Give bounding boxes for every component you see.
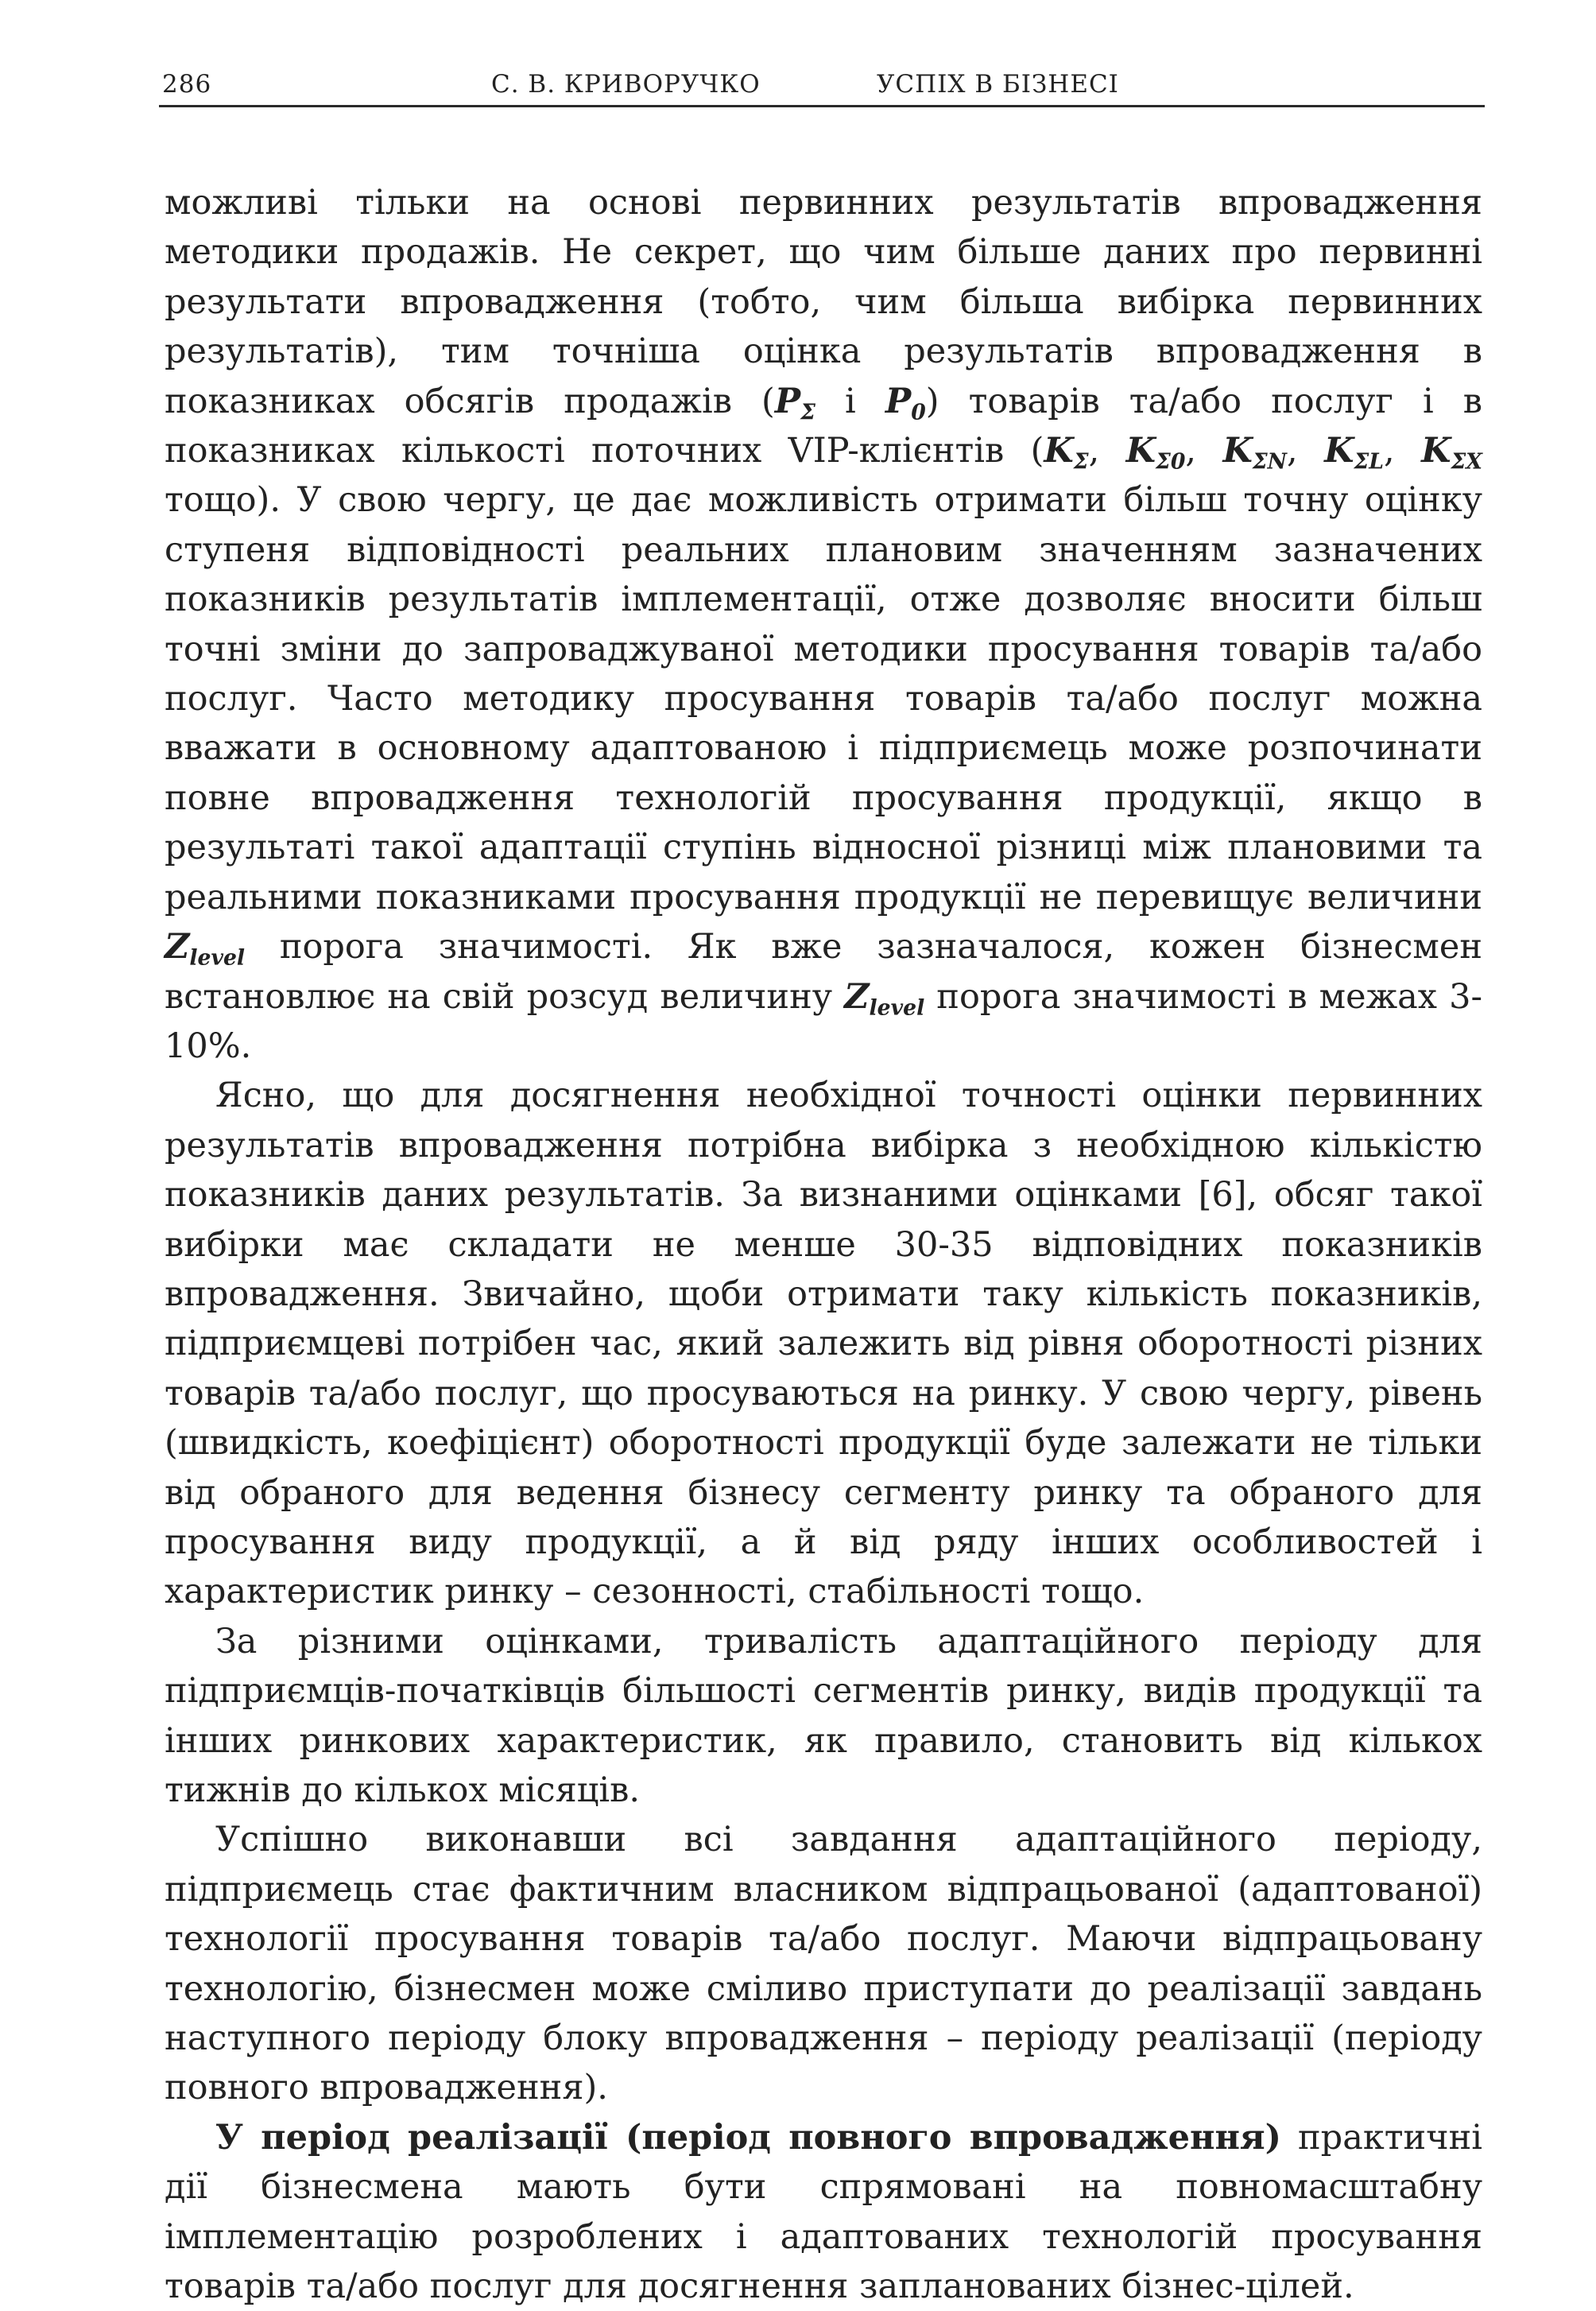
formula-k-sigma-n: [1222, 431, 1288, 475]
formula-base: P: [774, 381, 801, 421]
text-run: можливі тільки на основі первинних результатів впровадження методики продажів. Не секрет, що чим більше даних про первинні результати впровадження (тобто, чим більша вибірка первинних результатів), тим точніша оцінка результатів впровадження в показниках обсягів продажів (: [165, 183, 1482, 421]
text-run: ,: [1088, 431, 1126, 471]
formula-k-sigma: [1044, 431, 1089, 475]
formula-base: K: [1125, 431, 1156, 471]
formula-p-zero: [885, 381, 926, 425]
paragraph-4: Успішно виконавши всі завдання адаптаційного періоду, підприємець стає фактичним власником відпрацьованої (адаптованої) технології просування товарів та/або послуг. Маючи відпрацьовану технологію, бізнесмен може сміливо приступати до реалізації завдань наступного періоду блоку впровадження – періоду реалізації (періоду повного впровадження).: [165, 1820, 1482, 2108]
formula-subscript: ΣX: [1451, 449, 1482, 475]
formula-base: P: [885, 381, 912, 421]
formula-k-sigma-l: [1324, 431, 1385, 475]
formula-subscript: level: [189, 945, 246, 971]
text-run: ) товарів та/або послуг і в показниках кількості поточних VIP-клієнтів (: [165, 381, 1483, 471]
formula-subscript: Σ: [1073, 449, 1089, 475]
formula-base: Z: [165, 927, 190, 967]
paragraph-5: [165, 2113, 1482, 2311]
formula-p-sigma: [774, 381, 815, 425]
paragraph-1: [165, 178, 1482, 1071]
text-run: ,: [1384, 431, 1422, 471]
formula-subscript: Σ: [800, 400, 815, 425]
page-number: 286: [162, 70, 212, 99]
running-header-author: С. В. КРИВОРУЧКО: [491, 70, 761, 99]
bold-heading-run: У період реалізації (період повного впровадження): [215, 2117, 1282, 2158]
formula-k-sigma-zero: [1125, 431, 1186, 475]
running-header: [159, 70, 1485, 107]
formula-z-level: [844, 976, 925, 1021]
paragraph-3: За різними оцінками, тривалість адаптаційного періоду для підприємців-початківців більшості сегментів ринку, видів продукції та інших ринкових характеристик, як правило, становить від кількох тижнів до кількох місяців.: [165, 1621, 1482, 1810]
paragraph-2: Ясно, що для досягнення необхідної точності оцінки первинних результатів впровадження потрібна вибірка з необхідною кількістю показників даних результатів. За визнаними оцінками [6], обсяг такої вибірки має складати не менше 30-35 відповідних показників впровадження. Звичайно, щоби отримати таку кількість показників, підприємцеві потрібен час, який залежить від рівня оборотності різних товарів та/або послуг, що просуваються на ринку. У свою чергу, рівень (швидкість, коефіцієнт) оборотності продукції буде залежати не тільки від обраного для ведення бізнесу сегменту ринку та обраного для просування виду продукції, а й від ряду інших особливостей і характеристик ринку – сезонності, стабільності тощо.: [165, 1076, 1482, 1612]
formula-z-level: [165, 927, 246, 971]
running-header-book-title: УСПІХ В БІЗНЕСІ: [877, 70, 1119, 99]
formula-subscript: Σ0: [1156, 449, 1186, 475]
formula-subscript: ΣL: [1354, 449, 1385, 475]
formula-base: K: [1324, 431, 1354, 471]
formula-base: K: [1222, 431, 1253, 471]
text-run: і: [815, 381, 885, 421]
text-run: ,: [1185, 431, 1223, 471]
text-run: тощо). У свою чергу, це дає можливість отримати більш точну оцінку ступеня відповідності реальних плановим значенням зазначених показників результатів імплементації, отже дозволяє вносити більш точні зміни до запроваджуваної методики просування товарів та/або послуг. Часто методику просування товарів та/або послуг можна вважати в основному адаптованою і підприємець може розпочинати повне впровадження технологій просування продукції, якщо в результаті такої адаптації ступінь відносної різниці між плановими та реальними показниками просування продукції не перевищує величини: [165, 480, 1482, 917]
formula-base: K: [1421, 431, 1451, 471]
text-run: практичні дії бізнесмена мають бути спрямовані на повномасштабну імплементацію розроблених і адаптованих технологій просування товарів та/або послуг для досягнення запланованих бізнес-цілей.: [165, 2117, 1482, 2307]
formula-subscript: level: [869, 995, 925, 1021]
text-run: порога значимості. Як вже зазначалося, кожен бізнесмен встановлює на свій розсуд величину: [165, 927, 1482, 1017]
text-run: ,: [1287, 431, 1325, 471]
formula-subscript: 0: [911, 400, 926, 425]
formula-k-sigma-x: [1421, 431, 1482, 475]
formula-subscript: ΣN: [1252, 449, 1288, 475]
formula-base: K: [1044, 431, 1074, 471]
page-body-text: [165, 178, 1482, 2311]
formula-base: Z: [844, 976, 870, 1017]
text-run: порога значимості в межах 3-10%.: [165, 976, 1482, 1066]
